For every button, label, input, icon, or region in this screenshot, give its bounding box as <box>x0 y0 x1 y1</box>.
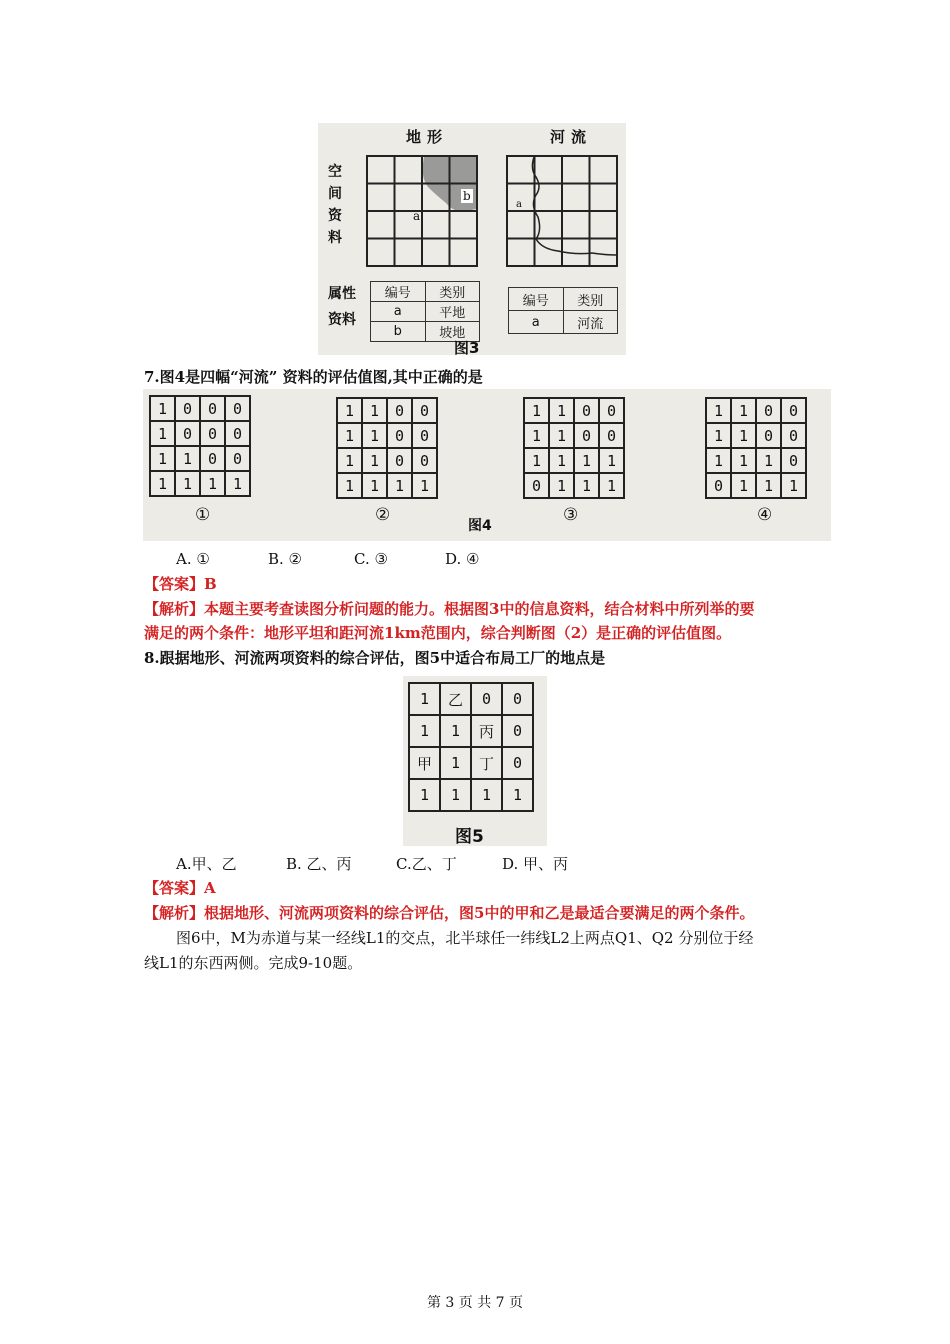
figure-3-caption: 图3 <box>454 339 480 357</box>
figure-4-label-2: ② <box>375 505 391 525</box>
q7-question: 7.图4是四幅“河流” 资料的评估值图,其中正确的是 <box>144 368 483 386</box>
intro-line-1: 图6中，M为赤道与某一经线L1的交点，北半球任一纬线L2上两点Q1、Q2 分别位于经 <box>176 929 754 947</box>
q7-option-a: A. ① <box>176 550 210 568</box>
figure-3: 地形 河流 空 间 资 料 a b a 属性 资料 编号 类别 a 平地 b 坡地 编号 类别 a 河流 图3 <box>318 123 626 355</box>
q8-answer: 【答案】A <box>144 879 216 897</box>
q7-analysis-line-1: 【解析】本题主要考查读图分析问题的能力。根据图3中的信息资料，结合材料中所列举的要 <box>144 600 755 618</box>
intro-line-2: 线L1的东西两侧。完成9-10题。 <box>144 954 363 972</box>
figure-4-label-4: ④ <box>757 505 773 525</box>
q7-answer: 【答案】B <box>144 575 217 593</box>
figure-4-grid-4: 1 1 0 0 1 1 0 0 1 1 1 0 0 1 1 1 <box>705 397 807 499</box>
attr-label-2: 资料 <box>328 312 356 328</box>
page-footer: 第 3 页 共 7 页 <box>426 1295 524 1311</box>
q8-analysis: 【解析】根据地形、河流两项资料的综合评估，图5中的甲和乙是最适合要满足的两个条件。 <box>144 904 755 922</box>
terrain-title: 地形 <box>406 128 449 146</box>
q8-option-b: B. 乙、丙 <box>286 855 352 873</box>
q7-option-b: B. ② <box>268 550 303 568</box>
q7-option-d: D. ④ <box>445 550 480 568</box>
q8-option-a: A.甲、乙 <box>176 855 237 873</box>
q8-option-d: D. 甲、丙 <box>502 855 569 873</box>
figure-4 <box>143 389 831 541</box>
figure-4-caption: 图4 <box>468 518 492 534</box>
figure-4-label-1: ① <box>195 505 211 525</box>
q7-option-c: C. ③ <box>354 550 388 568</box>
terrain-cell-a: a <box>413 209 421 223</box>
figure-4-grid-2: 1 1 0 0 1 1 0 0 1 1 0 0 1 1 1 1 <box>336 397 438 499</box>
figure-4-grid-1: 1 0 0 0 1 0 0 0 1 1 0 0 1 1 1 1 <box>149 395 251 497</box>
q8-question: 8.跟据地形、河流两项资料的综合评估，图5中适合布局工厂的地点是 <box>144 649 606 667</box>
terrain-cell-b: b <box>463 189 471 203</box>
attr-label-1: 属性 <box>328 286 356 302</box>
figure-5-caption: 图5 <box>455 827 484 847</box>
figure-5 <box>403 676 547 846</box>
figure-4-label-3: ③ <box>563 505 579 525</box>
terrain-grid <box>366 155 478 267</box>
figure-4-grid-3: 1 1 0 0 1 1 0 0 1 1 1 1 0 1 1 1 <box>523 397 625 499</box>
q8-option-c: C.乙、丁 <box>396 855 457 873</box>
river-grid <box>506 155 618 267</box>
figure-5-grid: 1 乙 0 0 1 1 丙 0 甲 1 丁 0 1 1 1 1 <box>408 682 534 812</box>
river-line <box>532 157 616 255</box>
river-label: a <box>516 199 522 210</box>
river-attr-table: 编号 类别 a 河流 <box>508 287 618 334</box>
q7-analysis-line-2: 满足的两个条件：地形平坦和距河流1km范围内，综合判断图（2）是正确的评估值图。 <box>144 624 732 642</box>
river-title: 河流 <box>550 128 593 146</box>
terrain-attr-table: 编号 类别 a 平地 b 坡地 <box>370 281 480 342</box>
